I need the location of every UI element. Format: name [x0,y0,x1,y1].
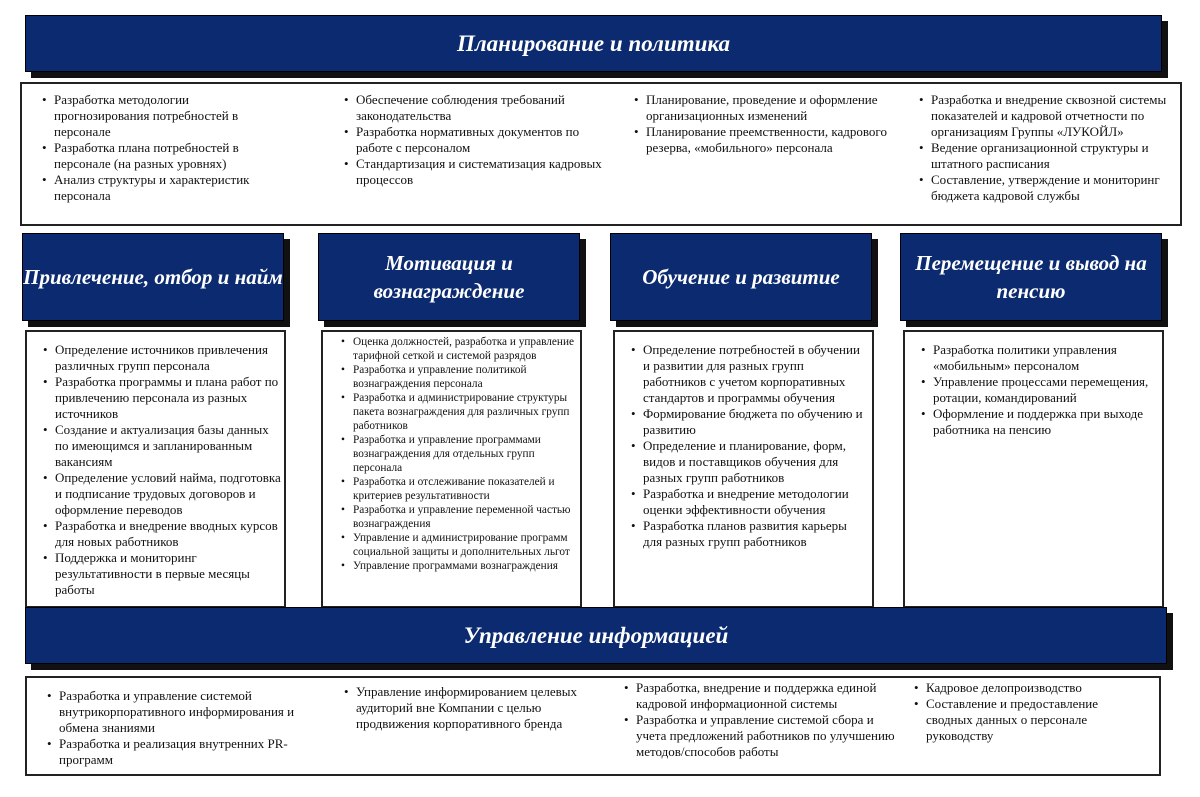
list-item: • Оценка должностей, разработка и управление тарифной сеткой и системой разрядов [353,335,579,363]
list-item: • Кадровое делопроизводство [926,680,1142,696]
list-item: • Управление программами вознаграждения [353,559,579,573]
section-box [321,330,582,608]
list-item: • Оформление и поддержка при выходе работника на пенсию [933,406,1159,438]
bullet-column [917,92,1167,204]
bullet-column [919,342,1159,438]
bullet-column [342,684,592,732]
section-box [25,330,286,608]
top-title: Планирование и политика [456,30,730,56]
list-item: • Разработка и реализация внутренних PR-программ [59,736,315,768]
section-title: Перемещение и вывод на пенсию [915,251,1147,303]
list-item: • Составление, утверждение и мониторинг бюджета кадровой службы [931,172,1167,204]
list-item: • Управление информированием целевых аудиторий вне Компании с целью продвижения корпоративного бренда [356,684,592,732]
bullet-list [917,92,1167,204]
list-item: • Разработка и управление политикой вознаграждения персонала [353,363,579,391]
list-item: • Стандартизация и систематизация кадровых процессов [356,156,602,188]
list-item: • Разработка нормативных документов по работе с персоналом [356,124,602,156]
list-item: • Планирование, проведение и оформление организационных изменений [646,92,902,124]
bullet-column [40,92,255,204]
list-item: • Разработка методологии прогнозирования потребностей в персонале [54,92,255,140]
list-item: • Разработка и внедрение методологии оценки эффективности обучения [643,486,869,518]
list-item: • Разработка политики управления «мобильным» персоналом [933,342,1159,374]
top-box [20,82,1182,226]
list-item: • Планирование преемственности, кадрового резерва, «мобильного» персонала [646,124,902,156]
list-item: • Разработка и управление программами вознаграждения для отдельных групп персонала [353,433,579,475]
list-item: • Определение условий найма, подготовка и подписание трудовых договоров и оформление переводов [55,470,281,518]
list-item: • Разработка, внедрение и поддержка единой кадровой информационной системы [636,680,897,712]
list-item: • Разработка и управление переменной частью вознаграждения [353,503,579,531]
bullet-list [632,92,902,156]
bottom-banner [25,607,1167,664]
bullet-list [919,342,1159,438]
bullet-column [912,680,1142,744]
list-item: • Обеспечение соблюдения требований законодательства [356,92,602,124]
bullet-list [339,335,579,573]
bottom-title: Управление информацией [463,622,729,648]
list-item: • Определение источников привлечения различных групп персонала [55,342,281,374]
list-item: • Формирование бюджета по обучению и развитию [643,406,869,438]
bullet-column [342,92,602,188]
bullet-column [45,688,315,768]
list-item: • Анализ структуры и характеристик персонала [54,172,255,204]
list-item: • Разработка и внедрение сквозной системы показателей и кадровой отчетности по организациям Группы «ЛУКОЙЛ» [931,92,1167,140]
bullet-column [339,335,579,573]
bullet-list [45,688,315,768]
list-item: • Определение потребностей в обучении и развитии для разных групп работников с учетом корпоративных стандартов и программы обучения [643,342,869,406]
list-item: • Определение и планирование, форм, видов и поставщиков обучения для разных групп работников [643,438,869,486]
bullet-column [629,342,869,550]
list-item: • Поддержка и мониторинг результативности в первые месяцы работы [55,550,281,598]
bullet-list [342,92,602,188]
section-box [613,330,874,608]
section-title: Мотивация и вознаграждение [373,251,525,303]
section-title: Обучение и развитие [642,265,840,289]
bullet-column [622,680,897,760]
list-item: • Управление процессами перемещения, ротации, командирований [933,374,1159,406]
list-item: • Разработка и отслеживание показателей и критериев результативности [353,475,579,503]
section-title: Привлечение, отбор и найм [23,265,283,289]
bullet-list [912,680,1142,744]
section-box [903,330,1164,608]
section-header [22,233,284,321]
bullet-list [41,342,281,598]
bottom-box [25,676,1161,776]
bullet-list [629,342,869,550]
list-item: • Разработка планов развития карьеры для разных групп работников [643,518,869,550]
list-item: • Разработка программы и плана работ по привлечению персонала из разных источников [55,374,281,422]
bullet-list [622,680,897,760]
list-item: • Управление и администрирование программ социальной защиты и дополнительных льгот [353,531,579,559]
section-header [610,233,872,321]
list-item: • Создание и актуализация базы данных по имеющимся и запланированным вакансиям [55,422,281,470]
section-header [900,233,1162,321]
bullet-list [40,92,255,204]
list-item: • Разработка плана потребностей в персонале (на разных уровнях) [54,140,255,172]
bullet-column [632,92,902,156]
bullet-list [342,684,592,732]
top-banner [25,15,1162,72]
list-item: • Разработка и управление системой внутрикорпоративного информирования и обмена знаниями [59,688,315,736]
list-item: • Разработка и управление системой сбора и учета предложений работников по улучшению методов/способов работы [636,712,897,760]
list-item: • Разработка и администрирование структуры пакета вознаграждения для различных групп работников [353,391,579,433]
list-item: • Составление и предоставление сводных данных о персонале руководству [926,696,1142,744]
list-item: • Разработка и внедрение вводных курсов для новых работников [55,518,281,550]
bullet-column [41,342,281,598]
list-item: • Ведение организационной структуры и штатного расписания [931,140,1167,172]
section-header [318,233,580,321]
